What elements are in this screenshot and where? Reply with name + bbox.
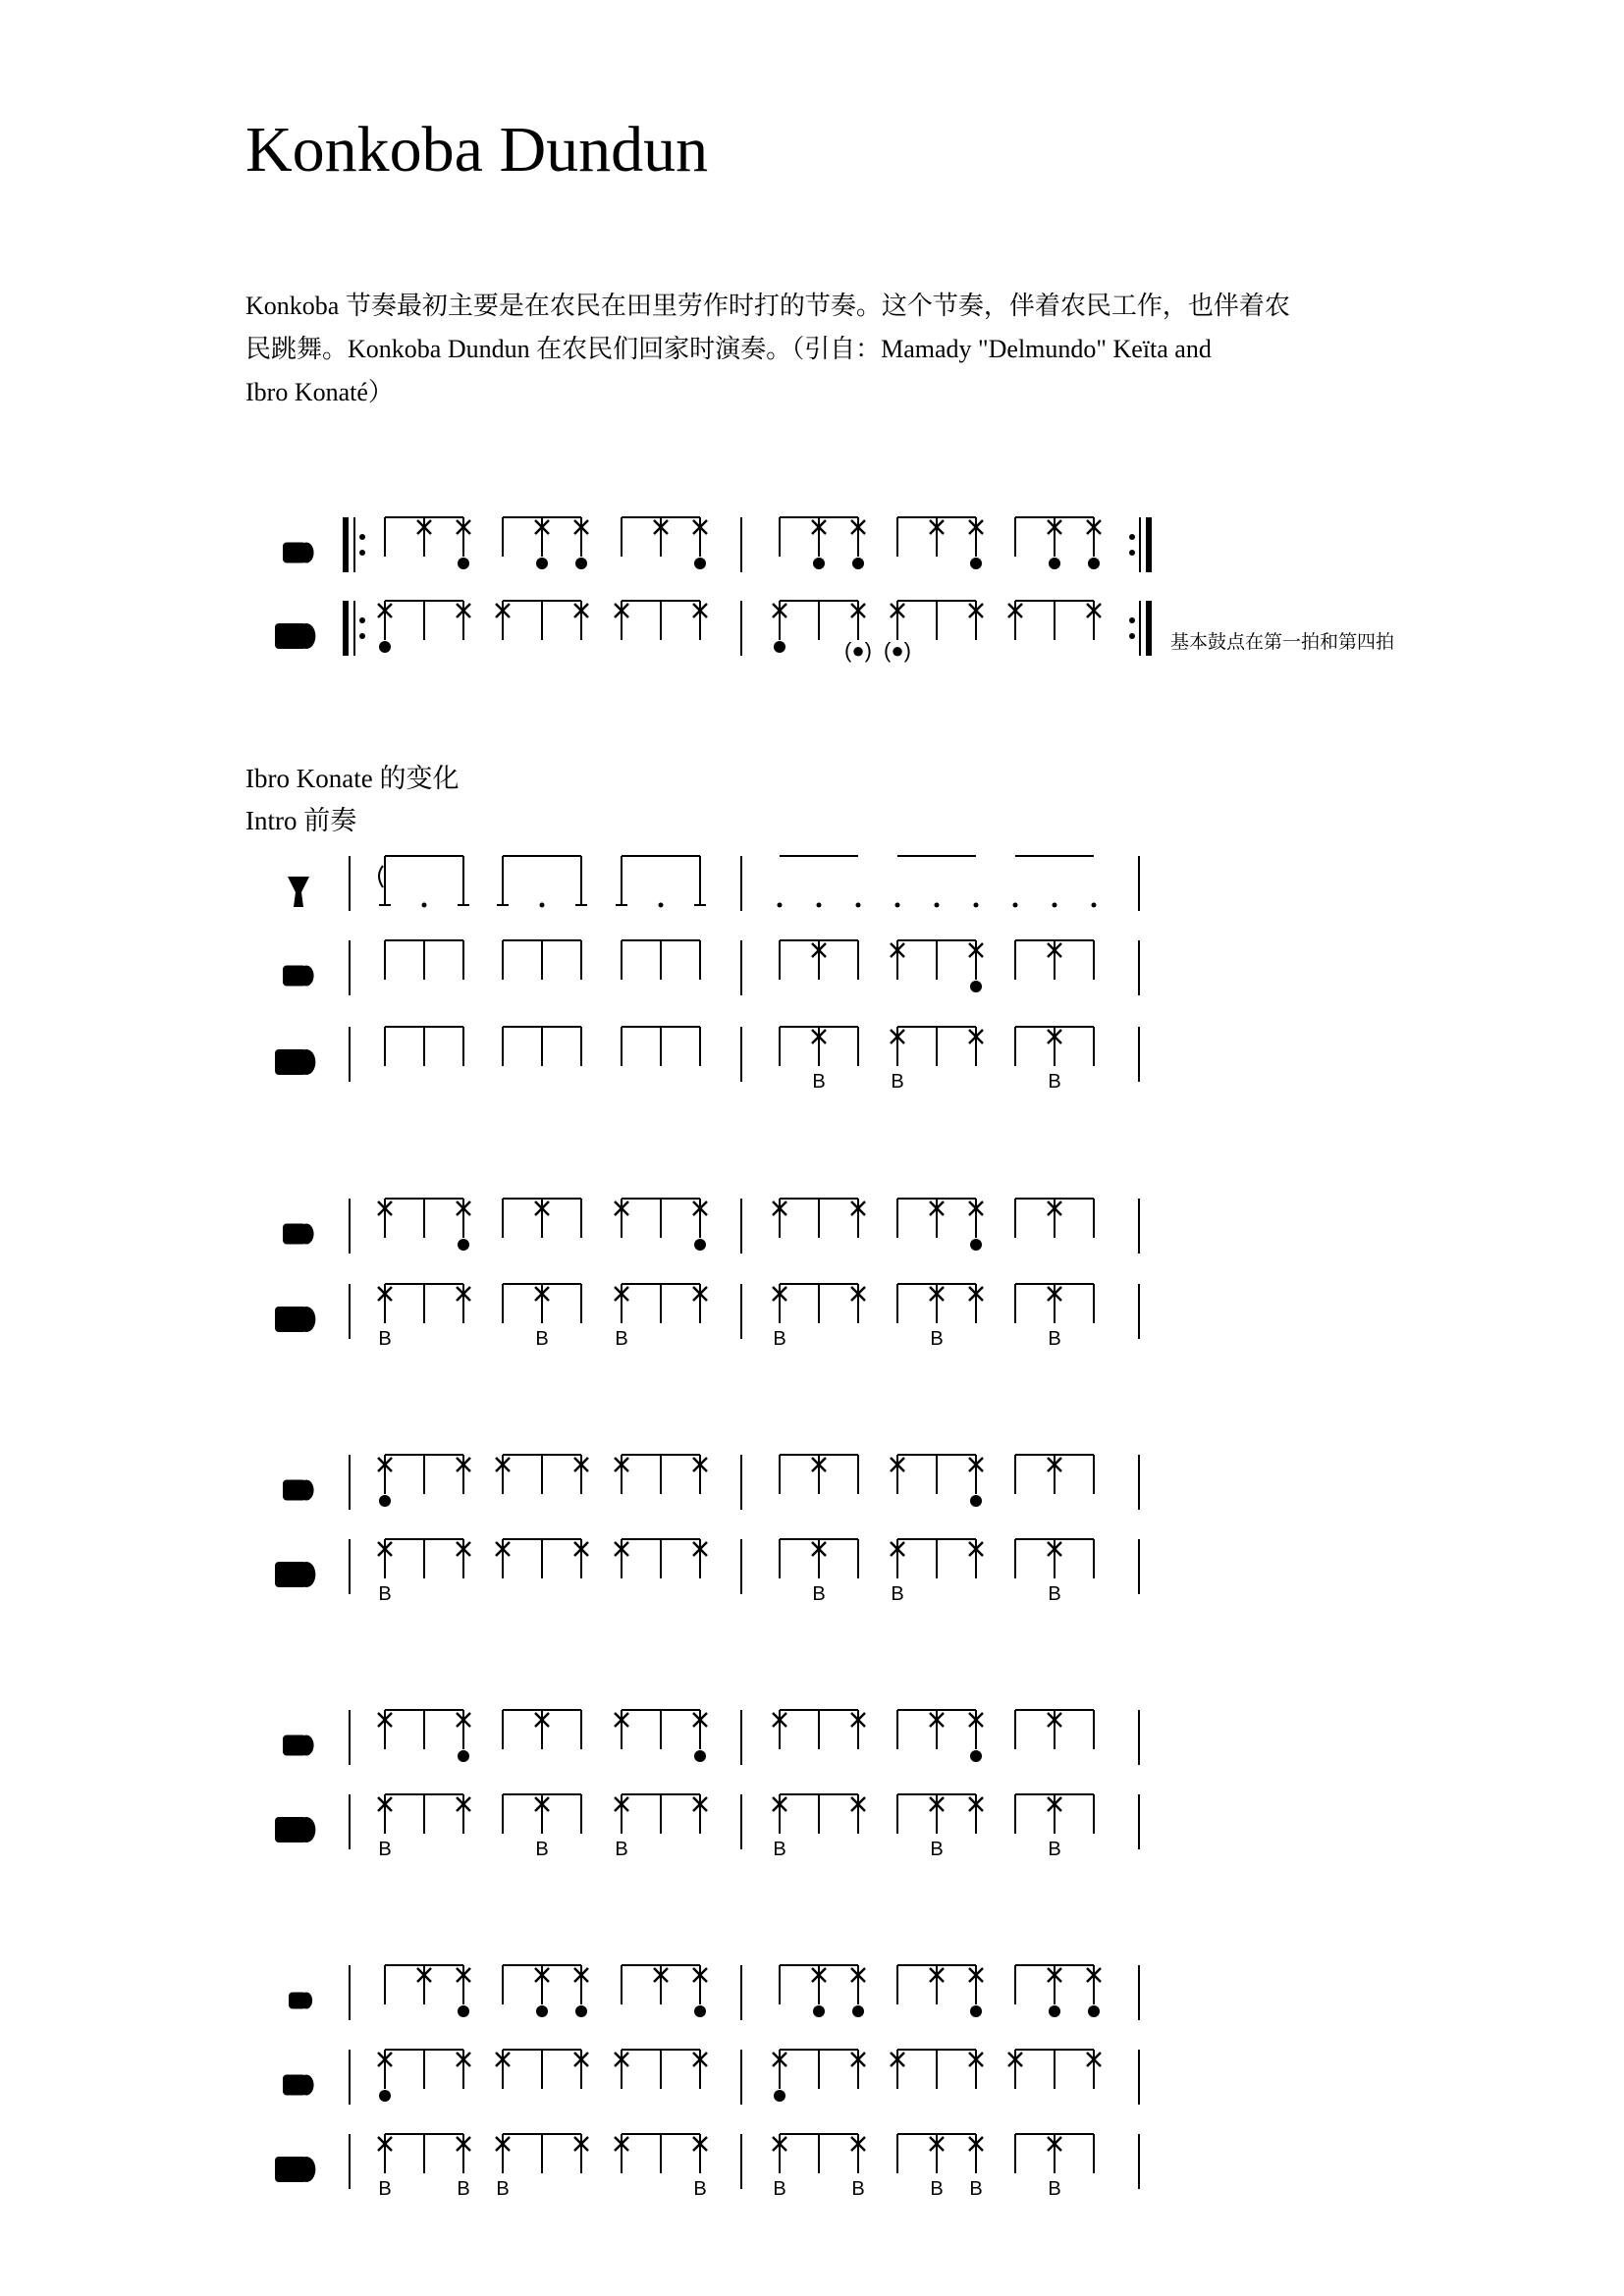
note-beat [615, 1455, 628, 1494]
note-beat [693, 517, 707, 569]
flam-mark [379, 866, 383, 887]
dundunba-drum-icon [275, 1307, 315, 1332]
svg-text:B: B [378, 2178, 392, 2200]
note-beat [969, 601, 983, 640]
note-beat [497, 856, 509, 905]
note-beat [575, 856, 587, 905]
note-beat [851, 1284, 865, 1323]
note-beat [496, 1539, 510, 1578]
note-beat [378, 1539, 392, 1605]
svg-text:B: B [1048, 1328, 1061, 1350]
note-beat [969, 1027, 983, 1066]
note-beat [812, 1455, 826, 1494]
variation-heading: Ibro Konate 的变化 [245, 764, 460, 793]
dundunba-drum-icon [275, 2157, 315, 2182]
intro-heading: Intro 前奏 [245, 806, 357, 835]
note-beat [457, 601, 470, 640]
svg-text:B: B [535, 1328, 549, 1350]
note-beat [930, 517, 944, 557]
note-beat [856, 903, 861, 908]
svg-text:B: B [812, 1583, 826, 1605]
intro-line: Ibro Konaté） [245, 378, 394, 406]
note-beat [1048, 1710, 1061, 1749]
page-title: Konkoba Dundun [245, 114, 709, 186]
note-beat [693, 1284, 707, 1323]
svg-text:B: B [851, 2178, 865, 2200]
note-beat [693, 1965, 707, 2017]
repeat-end-barline [1129, 601, 1149, 656]
note-beat [496, 601, 510, 640]
intro-line: 民跳舞。Konkoba Dundun 在农民们回家时演奏。（引自：Mamady "Delmundo" Keïta and [245, 335, 1212, 363]
intro-line: Konkoba 节奏最初主要是在农民在田里劳作时打的节奏。这个节奏，伴着农民工作，也伴着农 [245, 292, 1290, 320]
note-beat [891, 1539, 904, 1605]
note-beat [930, 1710, 944, 1749]
note-beat [378, 2050, 392, 2102]
note-beat [615, 1794, 628, 1860]
svg-text:B: B [1048, 1839, 1061, 1860]
repeat-start-barline [346, 517, 365, 572]
svg-text:B: B [378, 1583, 392, 1605]
note-beat [693, 1539, 707, 1578]
note-beat [615, 2134, 628, 2173]
note-beat [693, 2050, 707, 2089]
svg-text:B: B [891, 1583, 904, 1605]
svg-text:B: B [457, 2178, 470, 2200]
note-beat [378, 2134, 392, 2200]
note-beat [969, 1965, 983, 2017]
note-beat [930, 1284, 944, 1350]
note-beat [693, 1455, 707, 1494]
svg-text:B: B [773, 1328, 786, 1350]
note-beat [930, 1965, 944, 2004]
note-beat [378, 601, 392, 653]
svg-text:B: B [891, 1071, 904, 1093]
note-beat [1048, 2134, 1061, 2200]
note-beat [1087, 517, 1101, 569]
repeat-end-barline [1129, 517, 1149, 572]
note-beat [1048, 1965, 1061, 2017]
note-beat [1087, 601, 1101, 640]
svg-text:B: B [496, 2178, 510, 2200]
note-beat [1013, 903, 1018, 908]
note-beat [851, 2050, 865, 2089]
note-beat [654, 517, 668, 557]
note-beat [496, 1455, 510, 1494]
note-beat [574, 2134, 588, 2173]
note-beat [574, 601, 588, 640]
note-beat [974, 903, 979, 908]
note-beat [773, 1794, 786, 1860]
svg-text:B: B [930, 1839, 944, 1860]
note-beat [773, 1199, 786, 1238]
repeat-start-barline [346, 601, 365, 656]
note-beat [535, 1965, 549, 2017]
sangban-drum-icon [283, 1224, 314, 1245]
note-beat [535, 1199, 549, 1238]
note-beat [457, 1794, 470, 1834]
note-beat [930, 1199, 944, 1238]
note-beat [457, 1199, 470, 1251]
note-beat [969, 2050, 983, 2089]
svg-text:(●): (●) [844, 638, 872, 663]
note-beat [457, 1284, 470, 1323]
note-beat [378, 1794, 392, 1860]
note-beat [1008, 601, 1022, 640]
note-beat [1008, 2050, 1022, 2089]
note-beat [457, 1710, 470, 1762]
note-beat [969, 1455, 983, 1507]
note-beat [496, 2050, 510, 2089]
note-beat [851, 517, 865, 569]
svg-text:B: B [930, 1328, 944, 1350]
svg-text:B: B [693, 2178, 707, 2200]
note-beat [1048, 1794, 1061, 1860]
note-beat [812, 1027, 826, 1093]
dundunba-drum-icon [275, 1049, 315, 1075]
note-beat [535, 1710, 549, 1749]
dundunba-drum-icon [275, 1562, 315, 1587]
note-beat [969, 1539, 983, 1578]
note-beat [496, 2134, 510, 2200]
note-beat [616, 856, 627, 905]
note-beat [773, 1284, 786, 1350]
note-beat [884, 601, 911, 663]
note-beat [891, 940, 904, 980]
note-beat [851, 1965, 865, 2017]
svg-text:B: B [812, 1071, 826, 1093]
note-beat [615, 601, 628, 640]
svg-text:B: B [615, 1328, 628, 1350]
svg-text:B: B [773, 1839, 786, 1860]
note-beat [693, 1710, 707, 1762]
note-beat [422, 903, 427, 908]
note-beat [615, 1539, 628, 1578]
note-beat [935, 903, 940, 908]
note-beat [457, 1455, 470, 1494]
note-beat [778, 903, 783, 908]
base-beat-note: 基本鼓点在第一拍和第四拍 [1170, 632, 1395, 653]
note-beat [693, 1794, 707, 1834]
note-beat [615, 1710, 628, 1749]
djembe-icon [288, 877, 309, 907]
note-beat [615, 1284, 628, 1350]
note-beat [969, 1794, 983, 1834]
note-beat [378, 1455, 392, 1507]
note-beat [457, 1965, 470, 2017]
dundunba-drum-icon [275, 623, 315, 649]
note-beat [693, 601, 707, 640]
note-beat [969, 1710, 983, 1762]
note-beat [535, 1794, 549, 1860]
note-beat [812, 1539, 826, 1605]
note-beat [891, 1455, 904, 1494]
note-beat [574, 517, 588, 569]
note-beat [378, 1199, 392, 1238]
note-beat [812, 1965, 826, 2017]
note-beat [574, 2050, 588, 2089]
svg-text:B: B [773, 2178, 786, 2200]
note-beat [694, 856, 706, 905]
note-beat [378, 1284, 392, 1350]
svg-text:B: B [930, 2178, 944, 2200]
svg-text:(●): (●) [884, 638, 911, 663]
note-beat [773, 2050, 786, 2102]
note-beat [458, 856, 469, 905]
note-beat [1087, 1965, 1101, 2017]
note-beat [1092, 903, 1097, 908]
sangban-drum-icon [283, 543, 314, 563]
note-beat [457, 1539, 470, 1578]
note-beat [1048, 940, 1061, 980]
note-beat [851, 2134, 865, 2200]
note-beat [969, 1199, 983, 1251]
note-beat [379, 856, 391, 905]
note-beat [851, 1199, 865, 1238]
note-beat [969, 940, 983, 992]
note-beat [417, 517, 431, 557]
note-beat [693, 1199, 707, 1251]
note-beat [1053, 903, 1057, 908]
note-beat [773, 601, 786, 653]
sangban-drum-icon [283, 1735, 314, 1756]
svg-text:B: B [1048, 2178, 1061, 2200]
sangban-drum-icon [283, 2075, 314, 2096]
note-beat [574, 1539, 588, 1578]
svg-text:B: B [615, 1839, 628, 1860]
sangban-drum-icon [283, 966, 314, 987]
note-beat [773, 1710, 786, 1749]
note-beat [574, 1965, 588, 2017]
note-beat [535, 517, 549, 569]
note-beat [615, 2050, 628, 2089]
note-beat [1048, 1284, 1061, 1350]
svg-text:B: B [969, 2178, 983, 2200]
note-beat [817, 903, 822, 908]
note-beat [773, 2134, 786, 2200]
svg-text:B: B [535, 1839, 549, 1860]
kenkeni-drum-icon [289, 1993, 312, 2009]
note-beat [457, 2134, 470, 2200]
note-beat [812, 940, 826, 980]
svg-text:B: B [378, 1839, 392, 1860]
note-beat [895, 903, 900, 908]
svg-text:B: B [1048, 1583, 1061, 1605]
note-beat [540, 903, 545, 908]
note-beat [851, 1710, 865, 1749]
note-beat [851, 1794, 865, 1834]
svg-text:B: B [1048, 1071, 1061, 1093]
note-beat [930, 1794, 944, 1860]
note-beat [969, 517, 983, 569]
note-beat [1048, 1455, 1061, 1494]
note-beat [1048, 1539, 1061, 1605]
note-beat [574, 1455, 588, 1494]
note-beat [615, 1199, 628, 1238]
note-beat [535, 1284, 549, 1350]
note-beat [693, 2134, 707, 2200]
note-beat [969, 2134, 983, 2200]
note-beat [378, 1710, 392, 1749]
note-beat [891, 2050, 904, 2089]
note-beat [891, 1027, 904, 1093]
dundunba-drum-icon [275, 1817, 315, 1842]
note-beat [654, 1965, 668, 2004]
note-beat [1048, 1027, 1061, 1093]
note-beat [457, 2050, 470, 2089]
note-beat [457, 517, 470, 569]
note-beat [844, 601, 872, 663]
note-beat [1087, 2050, 1101, 2089]
note-beat [1048, 517, 1061, 569]
note-beat [930, 2134, 944, 2200]
note-beat [812, 517, 826, 569]
note-beat [969, 1284, 983, 1323]
note-beat [1048, 1199, 1061, 1238]
sangban-drum-icon [283, 1480, 314, 1501]
note-beat [417, 1965, 431, 2004]
svg-text:B: B [378, 1328, 392, 1350]
note-beat [659, 903, 664, 908]
